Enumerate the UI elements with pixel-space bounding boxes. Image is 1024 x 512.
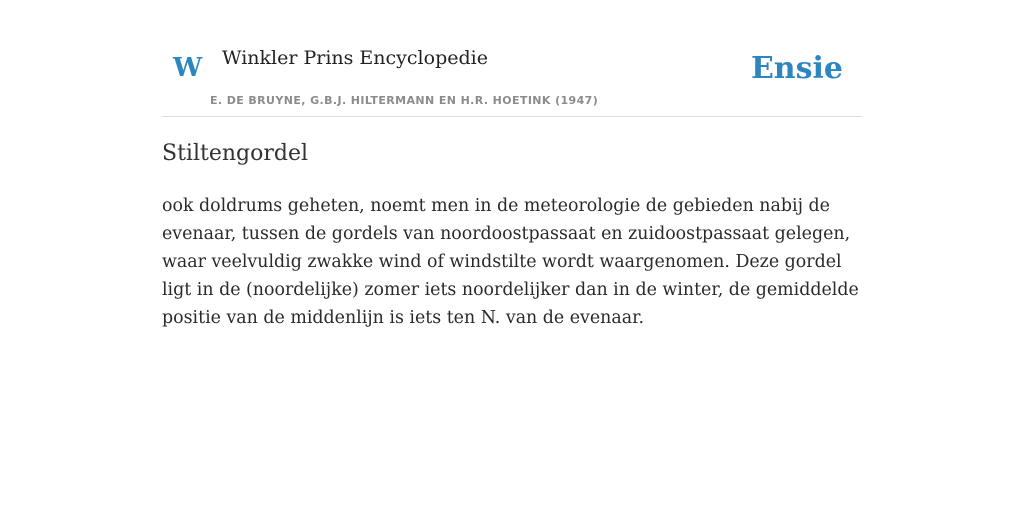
encyclopedia-logo[interactable]: W bbox=[173, 53, 203, 83]
site-title[interactable]: Winkler Prins Encyclopedie bbox=[222, 47, 488, 69]
entry-body: ook doldrums geheten, noemt men in de meteorologie de gebieden nabij de evenaar, tussen de gordels van noordoostpassaat en zuidoostpassaat gelegen, waar veelvuldig zwakke wind of windstilte wordt waargenomen. Deze gordel ligt in de (noordelijke) zomer iets noordelijker dan in de winter, de gemiddelde positie van de middenlijn is iets ten N. van de evenaar. bbox=[162, 196, 859, 328]
header bbox=[162, 0, 862, 117]
entry-title: Stiltengordel bbox=[162, 141, 308, 166]
page bbox=[162, 0, 862, 328]
byline: E. DE BRUYNE, G.B.J. HILTERMANN EN H.R. HOETINK (1947) bbox=[210, 94, 599, 107]
ensie-logo[interactable]: Ensie bbox=[750, 51, 843, 86]
